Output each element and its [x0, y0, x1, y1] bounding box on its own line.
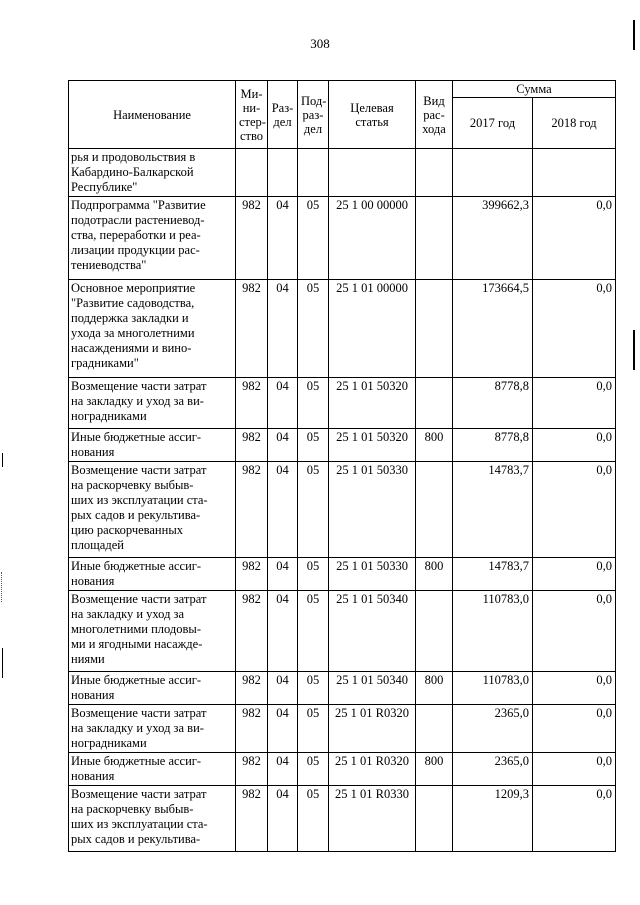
row-ministry: 982	[236, 753, 268, 786]
table-row	[69, 786, 616, 852]
row-name-line: ухода за многолетними	[71, 326, 195, 340]
margin-mark	[2, 453, 3, 467]
table-row	[69, 378, 616, 429]
row-subsection: 05	[298, 280, 329, 378]
row-subsection: 05	[298, 753, 329, 786]
row-name-line: ших из эксплуатации ста-	[71, 493, 208, 507]
row-target: 25 1 01 50320	[329, 378, 416, 429]
row-name-line: на закладку и уход за ви-	[71, 721, 204, 735]
row-name-line: рых садов и рекультива-	[71, 832, 201, 846]
header-ministry-line: Ми-	[240, 86, 263, 101]
table-row	[69, 280, 616, 378]
row-amount-2018: 0,0	[533, 378, 616, 429]
table-row	[69, 558, 616, 591]
row-section: 04	[268, 280, 298, 378]
row-subsection	[298, 149, 329, 197]
row-target	[329, 149, 416, 197]
row-target: 25 1 01 50320	[329, 429, 416, 462]
row-name	[69, 429, 236, 462]
row-amount-2018: 0,0	[533, 280, 616, 378]
row-expense-type	[416, 786, 453, 852]
row-name-line: рья и продовольствия в	[71, 150, 196, 164]
table-row	[69, 197, 616, 280]
row-name-line: на раскорчевку выбыв-	[71, 802, 194, 816]
row-section: 04	[268, 591, 298, 672]
header-target-line: Целевая	[350, 100, 394, 115]
row-amount-2017: 1209,3	[453, 786, 533, 852]
row-section	[268, 149, 298, 197]
row-ministry: 982	[236, 197, 268, 280]
row-name	[69, 149, 236, 197]
row-subsection: 05	[298, 591, 329, 672]
row-name-line: Возмещение части затрат	[71, 592, 207, 606]
row-name	[69, 378, 236, 429]
row-section: 04	[268, 197, 298, 280]
header-subsection	[298, 81, 329, 149]
row-subsection: 05	[298, 378, 329, 429]
row-expense-type	[416, 591, 453, 672]
row-name-line: Возмещение части затрат	[71, 787, 207, 801]
header-year-2017: 2017 год	[453, 98, 533, 149]
row-section: 04	[268, 429, 298, 462]
table-row	[69, 672, 616, 705]
row-amount-2018: 0,0	[533, 786, 616, 852]
row-amount-2018: 0,0	[533, 197, 616, 280]
table-row	[69, 149, 616, 197]
header-expense-type	[416, 81, 453, 149]
row-name-line: Возмещение части затрат	[71, 706, 207, 720]
table-row	[69, 591, 616, 672]
row-amount-2018	[533, 149, 616, 197]
header-target-line: статья	[355, 114, 389, 129]
row-ministry: 982	[236, 672, 268, 705]
row-expense-type	[416, 462, 453, 558]
row-section: 04	[268, 558, 298, 591]
row-target: 25 1 01 R0330	[329, 786, 416, 852]
row-name-line: Подпрограмма "Развитие	[71, 198, 206, 212]
row-target: 25 1 01 50330	[329, 558, 416, 591]
row-name-line: ших из эксплуатации ста-	[71, 817, 208, 831]
row-name-line: подотрасли растениевод-	[71, 213, 205, 227]
table-row	[69, 753, 616, 786]
row-name-line: многолетними плодовы-	[71, 622, 201, 636]
row-ministry: 982	[236, 378, 268, 429]
row-target: 25 1 01 50340	[329, 672, 416, 705]
header-subsection-line: Под-	[301, 93, 327, 108]
header-section-line: дел	[273, 114, 292, 129]
margin-mark	[2, 648, 3, 678]
row-section: 04	[268, 672, 298, 705]
row-section: 04	[268, 705, 298, 753]
header-ministry-line: ни-	[242, 100, 261, 115]
row-amount-2017: 8778,8	[453, 378, 533, 429]
table-row	[69, 705, 616, 753]
header-sum: Сумма	[453, 81, 616, 98]
row-section: 04	[268, 462, 298, 558]
row-name-line: лизации продукции рас-	[71, 243, 200, 257]
row-name-line: Основное мероприятие	[71, 281, 196, 295]
row-amount-2017: 8778,8	[453, 429, 533, 462]
row-name-line: цию раскорчеванных	[71, 523, 183, 537]
row-expense-type	[416, 149, 453, 197]
header-name: Наименование	[69, 81, 236, 149]
header-ministry-line: ство	[239, 128, 264, 143]
row-subsection: 05	[298, 786, 329, 852]
row-amount-2018: 0,0	[533, 462, 616, 558]
row-target: 25 1 01 50330	[329, 462, 416, 558]
row-expense-type: 800	[416, 558, 453, 591]
row-name-line: поддержка закладки и	[71, 311, 189, 325]
row-subsection: 05	[298, 672, 329, 705]
row-name-line: Республике"	[71, 180, 138, 194]
row-amount-2017: 173664,5	[453, 280, 533, 378]
header-expense-line: рас-	[423, 107, 445, 122]
row-amount-2017: 14783,7	[453, 462, 533, 558]
row-amount-2017: 2365,0	[453, 753, 533, 786]
row-section: 04	[268, 753, 298, 786]
table-row	[69, 429, 616, 462]
row-name	[69, 462, 236, 558]
row-ministry: 982	[236, 462, 268, 558]
row-name-line: ноградниками	[71, 409, 147, 423]
row-subsection: 05	[298, 558, 329, 591]
row-expense-type	[416, 705, 453, 753]
row-name-line: Кабардино-Балкарской	[71, 165, 194, 179]
row-ministry: 982	[236, 591, 268, 672]
header-expense-line: Вид	[423, 93, 445, 108]
row-amount-2018: 0,0	[533, 672, 616, 705]
row-ministry: 982	[236, 280, 268, 378]
row-name-line: ноградниками	[71, 736, 147, 750]
row-amount-2018: 0,0	[533, 753, 616, 786]
row-name-line: "Развитие садоводства,	[71, 296, 195, 310]
header-expense-line: хода	[422, 121, 446, 136]
header-year-2018: 2018 год	[533, 98, 616, 149]
row-name-line: Иные бюджетные ассиг-	[71, 673, 202, 687]
row-expense-type	[416, 197, 453, 280]
header-section-line: Раз-	[271, 100, 294, 115]
header-target	[329, 81, 416, 149]
row-name-line: тениеводства"	[71, 258, 147, 272]
row-section: 04	[268, 378, 298, 429]
row-name	[69, 672, 236, 705]
row-ministry: 982	[236, 429, 268, 462]
row-amount-2017: 14783,7	[453, 558, 533, 591]
row-subsection: 05	[298, 705, 329, 753]
row-ministry	[236, 149, 268, 197]
header-subsection-line: раз-	[302, 107, 324, 122]
row-name-line: нования	[71, 688, 115, 702]
row-ministry: 982	[236, 558, 268, 591]
row-amount-2017: 110783,0	[453, 672, 533, 705]
row-ministry: 982	[236, 705, 268, 753]
header-section	[268, 81, 298, 149]
row-expense-type: 800	[416, 672, 453, 705]
row-expense-type	[416, 378, 453, 429]
row-name-line: ства, переработки и реа-	[71, 228, 201, 242]
row-amount-2018: 0,0	[533, 705, 616, 753]
row-name-line: нования	[71, 574, 115, 588]
row-name	[69, 786, 236, 852]
row-name-line: Иные бюджетные ассиг-	[71, 430, 202, 444]
row-amount-2017: 399662,3	[453, 197, 533, 280]
row-name-line: насаждениями и вино-	[71, 341, 192, 355]
row-ministry: 982	[236, 786, 268, 852]
row-name-line: Возмещение части затрат	[71, 379, 207, 393]
row-name	[69, 280, 236, 378]
row-section: 04	[268, 786, 298, 852]
row-subsection: 05	[298, 429, 329, 462]
row-name-line: Иные бюджетные ассиг-	[71, 559, 202, 573]
header-ministry-line: стер-	[239, 114, 266, 129]
row-amount-2017: 110783,0	[453, 591, 533, 672]
row-expense-type	[416, 280, 453, 378]
edge-rule	[633, 330, 635, 370]
row-target: 25 1 01 00000	[329, 280, 416, 378]
row-name	[69, 197, 236, 280]
row-name-line: ми и ягодными насажде-	[71, 637, 203, 651]
margin-dots	[1, 572, 4, 602]
page-number: 308	[310, 36, 330, 51]
table-row	[69, 462, 616, 558]
row-amount-2017	[453, 149, 533, 197]
row-subsection: 05	[298, 462, 329, 558]
row-expense-type: 800	[416, 753, 453, 786]
row-amount-2017: 2365,0	[453, 705, 533, 753]
row-amount-2018: 0,0	[533, 429, 616, 462]
row-name-line: на закладку и уход за	[71, 607, 185, 621]
row-name-line: на раскорчевку выбыв-	[71, 478, 194, 492]
row-name-line: нования	[71, 769, 115, 783]
row-name	[69, 591, 236, 672]
row-name	[69, 558, 236, 591]
row-name-line: градниками"	[71, 356, 139, 370]
edge-rule	[633, 20, 635, 50]
row-target: 25 1 01 R0320	[329, 753, 416, 786]
row-amount-2018: 0,0	[533, 591, 616, 672]
row-name-line: Возмещение части затрат	[71, 463, 207, 477]
row-name-line: ниями	[71, 652, 105, 666]
row-name-line: нования	[71, 445, 115, 459]
row-subsection: 05	[298, 197, 329, 280]
budget-table	[68, 80, 616, 852]
row-target: 25 1 01 50340	[329, 591, 416, 672]
header-ministry	[236, 81, 268, 149]
header-subsection-line: дел	[303, 121, 323, 136]
row-name-line: на закладку и уход за ви-	[71, 394, 204, 408]
row-name	[69, 753, 236, 786]
row-target: 25 1 00 00000	[329, 197, 416, 280]
row-name	[69, 705, 236, 753]
row-expense-type: 800	[416, 429, 453, 462]
row-amount-2018: 0,0	[533, 558, 616, 591]
row-name-line: рых садов и рекультива-	[71, 508, 201, 522]
row-name-line: Иные бюджетные ассиг-	[71, 754, 202, 768]
row-name-line: площадей	[71, 538, 124, 552]
row-target: 25 1 01 R0320	[329, 705, 416, 753]
